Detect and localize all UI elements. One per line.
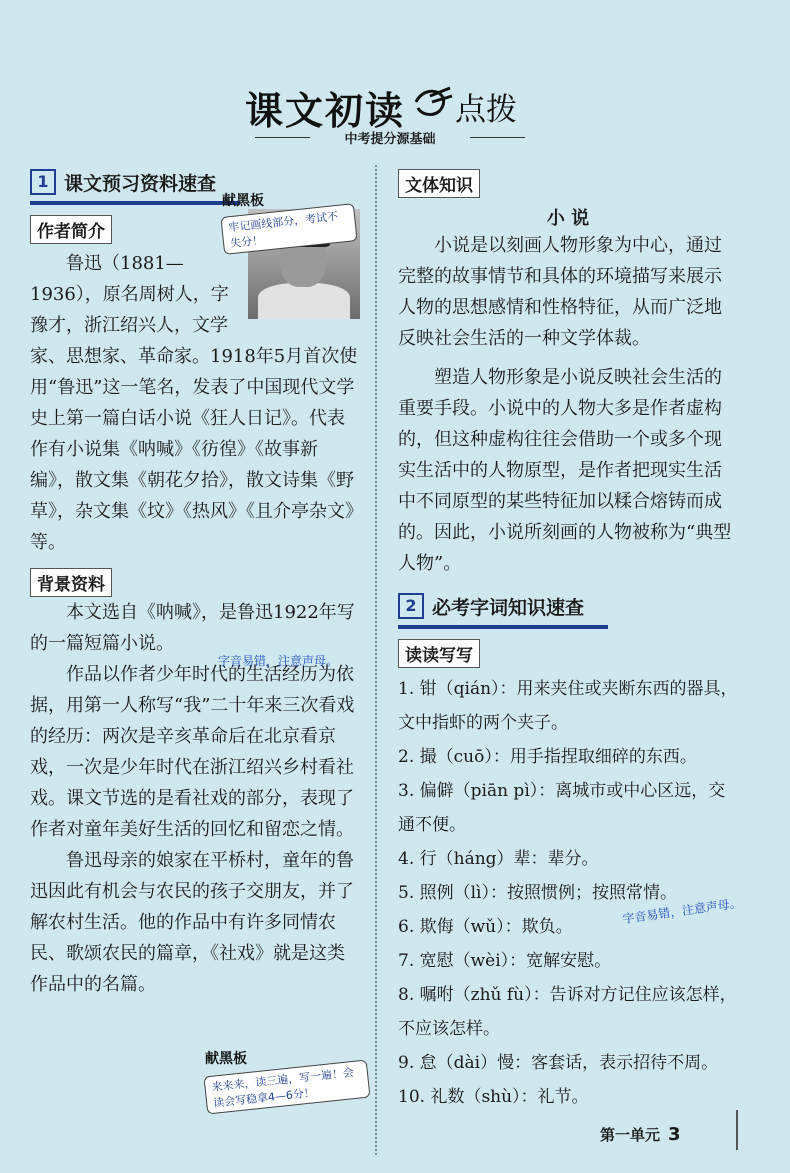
- blackboard-note-1: [222, 190, 356, 251]
- column-divider: [375, 165, 377, 1155]
- background-paragraph-2: 作品以作者少年时代的生活经历为依据，用第一人称写“我”二十年来三次看戏的经历：两次是辛亥革命后在北京看京戏，一次是少年时代在浙江绍兴乡村看社戏。课文节选的是看社戏的部分，表现了作者对童年美好生活的回忆和留恋之情。: [30, 664, 355, 840]
- genre-paragraph-2: 塑造人物形象是小说反映社会生活的重要手段。小说中的人物大多是作者虚构的，但这种虚构往往会借助一个或多个现实生活中的人物原型，是作者把现实生活中不同原型的某些特征加以糅合熔铸而成的。因此，小说所刻画的人物被称为“典型人物”。: [398, 367, 732, 574]
- vocab-list: [398, 672, 738, 1114]
- tagline-rule-left: [255, 137, 310, 138]
- page-subtitle: 点拨: [455, 92, 517, 128]
- unit-label: 第一单元: [600, 1126, 661, 1144]
- page-number: 3: [668, 1124, 681, 1145]
- note-2-title: 献黑板: [205, 1051, 247, 1067]
- vocab-item: 9. 怠（dài）慢：客套话，表示招待不周。: [398, 1053, 719, 1073]
- section-2-header: [398, 589, 738, 623]
- vocab-item: 1. 钳（qián）：用来夹住或夹断东西的器具，文中指虾的两个夹子。: [398, 679, 738, 733]
- left-column: [30, 165, 360, 1000]
- section-1-underline: [30, 201, 240, 205]
- tagline: [255, 128, 525, 148]
- vocab-item: 2. 撮（cuō）：用手指捏取细碎的东西。: [398, 747, 697, 767]
- background-paragraph-1: 本文选自《呐喊》，是鲁迅1922年写的一篇短篇小说。: [30, 602, 355, 654]
- vocab-item: 3. 偏僻（piān pì）：离城市或中心区远，交通不便。: [398, 781, 726, 835]
- blackboard-note-2: [205, 1048, 369, 1110]
- vocab-item: 10. 礼数（shù）：礼节。: [398, 1087, 589, 1107]
- vocab-item: 6. 欺侮（wǔ）：欺负。: [398, 917, 573, 937]
- vocab-item: 8. 嘱咐（zhǔ fù）：告诉对方记住应该怎样，不应该怎样。: [398, 985, 737, 1039]
- section-1-title: 课文预习资料速查: [64, 172, 217, 195]
- page-title: 课文初读: [245, 89, 406, 133]
- genre-paragraph-1: 小说是以刻画人物形象为中心，通过完整的故事情节和具体的环境描写来展示人物的思想感情和性格特征，从而广泛地反映社会生活的一种文学体裁。: [398, 235, 722, 349]
- background-paragraph-3: 鲁迅母亲的娘家在平桥村，童年的鲁迅因此有机会与农民的孩子交朋友，并了解农村生活。他的作品中有许多同情农民、歌颂农民的篇章，《社戏》就是这类作品中的名篇。: [30, 850, 354, 995]
- right-column: [398, 165, 738, 1114]
- genre-label: 文体知识: [398, 169, 480, 198]
- portrait-body: [258, 283, 350, 319]
- tagline-text: 中考提分源基础: [344, 132, 436, 147]
- section-2-underline: [398, 625, 608, 629]
- author-paragraph: 鲁迅（1881—1936），原名周树人，字豫才，浙江绍兴人，文学家、思想家、革命家。1918年5月首次使用“鲁迅”这一笔名，发表了中国现代文学史上第一篇白话小说《狂人日记》。代表作有小说集《呐喊》《彷徨》《故事新编》，散文集《朝花夕拾》，散文诗集《野草》，杂文集《坟》《热风》《且介亭杂文》等。: [30, 253, 358, 553]
- footer-rule: [736, 1110, 738, 1150]
- tagline-rule-right: [470, 137, 525, 138]
- page-header: [0, 60, 790, 150]
- page-footer: [600, 1124, 681, 1145]
- genre-title: 小 说: [546, 208, 590, 229]
- section-2-number: 2: [398, 593, 424, 619]
- vocab-item: 5. 照例（lì）：按照惯例；按照常情。: [398, 883, 677, 903]
- section-1-number: 1: [30, 169, 56, 195]
- handwritten-note-2: 字音易错，注意声母。: [621, 895, 743, 927]
- handwritten-note-1: 字音易错，注意声母。: [218, 654, 339, 668]
- vocab-item: 4. 行（háng）辈：辈分。: [398, 849, 599, 869]
- vocab-label: 读读写写: [398, 639, 480, 668]
- author-label: 作者简介: [30, 215, 112, 244]
- vocab-item: 7. 宽慰（wèi）：宽解安慰。: [398, 951, 612, 971]
- note-1-text: 牢记画线部分，考试不失分！: [220, 203, 357, 255]
- section-2-title: 必考字词知识速查: [432, 596, 585, 619]
- note-2-text: 来来来，读三遍，写一遍！会读会写稳拿4—6分！: [203, 1060, 370, 1115]
- note-1-title: 献黑板: [222, 193, 264, 209]
- background-label: 背景资料: [30, 568, 112, 597]
- pointing-hand-icon: [412, 82, 456, 122]
